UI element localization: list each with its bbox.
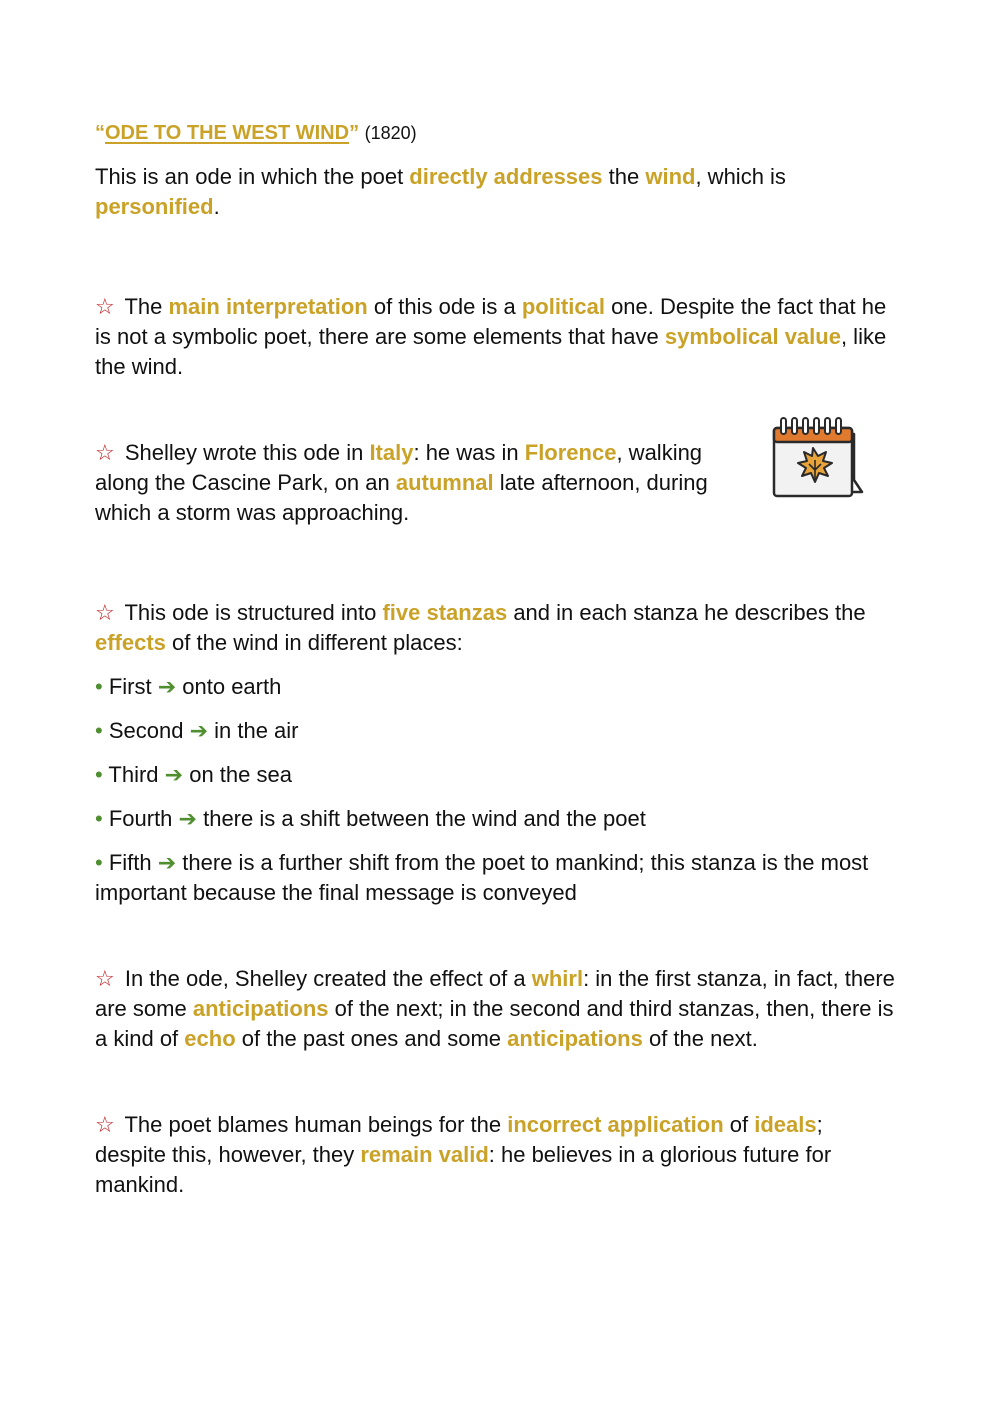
intro-paragraph: This is an ode in which the poet directly addresses the wind, which is personified. — [95, 164, 786, 219]
bullet-icon: • — [95, 762, 103, 787]
paragraph-ideals: ☆ The poet blames human beings for the incorrect application of ideals; despite this, however, they remain valid: he believes in a glorious future for mankind. — [95, 1112, 832, 1197]
paragraph-structure: ☆ This ode is structured into five stanzas and in each stanza he describes the effects of the wind in different places: — [95, 600, 866, 655]
arrow-right-icon: ➔ — [189, 718, 209, 743]
star-icon: ☆ — [95, 966, 115, 991]
arrow-right-icon: ➔ — [157, 850, 177, 875]
arrow-right-icon: ➔ — [178, 806, 197, 831]
star-icon: ☆ — [95, 440, 115, 465]
bullet-icon: • — [95, 718, 103, 743]
list-item: • First ➔ onto earth — [95, 674, 282, 699]
bullet-icon: • — [95, 674, 103, 699]
stanza-list — [95, 672, 895, 908]
list-item: • Second ➔ in the air — [95, 718, 299, 743]
autumn-calendar-icon — [770, 414, 866, 504]
arrow-right-icon: ➔ — [164, 762, 184, 787]
title-year: (1820) — [364, 123, 417, 143]
document-title: “ODE TO THE WEST WIND” (1820) — [95, 122, 417, 144]
star-icon: ☆ — [95, 294, 115, 319]
bullet-icon: • — [95, 806, 103, 831]
list-item: • Fourth ➔ there is a shift between the wind and the poet — [95, 806, 646, 831]
list-item: • Third ➔ on the sea — [95, 762, 292, 787]
paragraph-setting: ☆ Shelley wrote this ode in Italy: he was in Florence, walking along the Cascine Park, on an autumnal late afternoon, during which a storm was approaching. — [95, 440, 708, 525]
star-icon: ☆ — [95, 1112, 115, 1137]
paragraph-whirl: ☆ In the ode, Shelley created the effect of a whirl: in the first stanza, in fact, there are some anticipations of the next; in the second and third stanzas, then, there is a kind of echo of the past ones and some anticipations of the next. — [95, 966, 895, 1051]
arrow-right-icon: ➔ — [157, 674, 177, 699]
title-text: ODE TO THE WEST WIND — [105, 122, 350, 144]
bullet-icon: • — [95, 850, 103, 875]
paragraph-interpretation: ☆ The main interpretation of this ode is a political one. Despite the fact that he is not a symbolic poet, there are some elements that have symbolical value, like the wind. — [95, 294, 887, 379]
star-icon: ☆ — [95, 600, 115, 625]
list-item: • Fifth ➔ there is a further shift from the poet to mankind; this stanza is the most important because the final message is conveyed — [95, 850, 869, 905]
document-page — [95, 118, 895, 1200]
